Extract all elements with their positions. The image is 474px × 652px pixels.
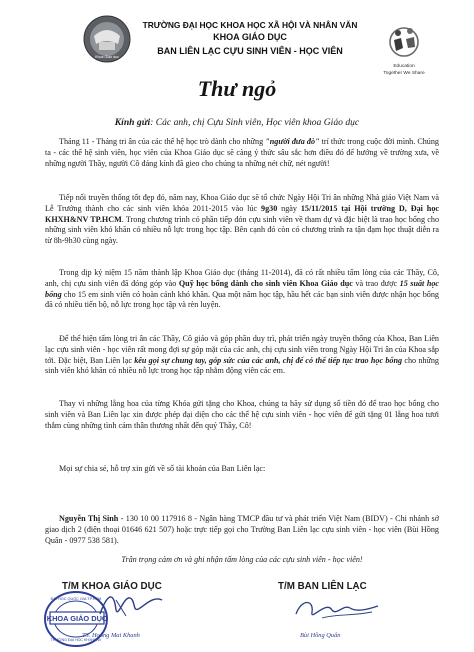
university-logo-icon [82, 14, 132, 64]
stamp-ring-bottom: TRƯỜNG ĐẠI HỌC KHXH&NV [50, 638, 102, 642]
education-logo-icon [372, 18, 436, 80]
paragraph-1 [45, 137, 439, 169]
p3-text-e: cho 15 em sinh viên có hoàn cảnh khó khăn. Qua một năm học tập, hầu hết các bạn sinh viên được nhận học bổng đã có nhiều tiến bộ, nỗ lực trong học tập và rèn luyện. [45, 289, 439, 310]
account-details: - 130 10 00 117916 8 - Ngân hàng TMCP đầu tư và phát triển Việt Nam (BIDV) - Chi nhánh sở giao dịch 2 (điện thoại 01646 621 507) hoặc trực tiếp gọi cho Trường Ban Liên lạc cựu sinh viên - học viên (Bùi Hồng Quân - 0977 538 581). [45, 514, 440, 545]
p4-text-c: cho những sinh viên khó khăn có nhiều nỗ lực trong học tập nhằm động viên các em. [45, 355, 439, 376]
paragraph-2 [45, 193, 439, 247]
p4-appeal: kêu gọi sự chung tay, góp sức của các anh, chị để có thể tiếp tục trao học bổng [134, 355, 403, 365]
p6-text: Mọi sự chia sẻ, hỗ trợ xin gửi về số tài khoản của Ban Liên lạc: [59, 464, 266, 473]
stamp-ring-top: ĐẠI HỌC QUỐC GIA TP.HCM [50, 597, 102, 601]
p2-text-a: Tiếp nối truyền thống tốt đẹp đó, năm nay, Khoa Giáo dục sẽ tổ chức Ngày Hội Tri ân những Nhà giáo Việt Nam và Lễ Trưởng thành cho các sinh viên khóa 2011-2015 vào lúc [45, 193, 439, 213]
right-logo-text-slogan: Together We Share [383, 71, 425, 76]
handwritten-signature-icon [96, 588, 166, 622]
signer-name-alumni-board: Bùi Hồng Quân [300, 632, 341, 639]
p2-text-c: ngày [277, 203, 301, 213]
handwritten-signature-icon [292, 594, 382, 624]
p2-date-venue: 15/11/2015 tại Hội trường D, Đại học KHXH&NV TP.HCM [45, 203, 439, 224]
header-line-university: TRƯỜNG ĐẠI HỌC KHOA HỌC XÃ HỘI VÀ NHÂN VĂN [142, 20, 358, 30]
account-holder: Nguyễn Thị Sinh [59, 514, 119, 523]
signature-title-alumni-board: T/M BAN LIÊN LẠC [278, 581, 367, 592]
p3-text-c: và trao được [352, 278, 400, 288]
signature-title-faculty: T/M KHOA GIÁO DỤC [62, 581, 162, 592]
greeting [0, 117, 474, 128]
p2-time: 9g30 [261, 203, 278, 213]
header-line-alumni-board: BAN LIÊN LẠC CỰU SINH VIÊN - HỌC VIÊN [157, 46, 343, 56]
p1-quote: "người đưa đò" [265, 137, 320, 146]
paragraph-3 [45, 268, 439, 311]
stamp-center-text: KHOA GIÁO DỤC [46, 614, 108, 623]
p5-text: Thay vì những lẵng hoa của từng Khóa gửi tặng cho Khoa, chúng ta hãy sử dụng số tiền đó để trao học bổng cho sinh viên và Ban Liên lạc xin được phép đại diện cho các thế hệ cựu sinh viên - học viên để gửi tặng 01 lẵng hoa tươi thắm cùng những tình cảm thân thương nhất đến quý Thầy, Cô! [45, 399, 439, 430]
paragraph-account [45, 514, 439, 546]
left-logo-caption: Khoa Giáo dục [95, 55, 119, 59]
right-logo-text-education: Education [393, 64, 415, 69]
p3-fund-name: Quỹ học bổng dành cho sinh viên Khoa Giáo dục [178, 278, 353, 288]
p4-text-a: Để thể hiện tấm lòng tri ân các Thầy, Cô giáo và góp phần duy trì, phát triển ngày truyền thống của Khoa, Ban Liên lạc cựu sinh viên - học viên rất mong đợi sự góp mặt của các anh, chị cựu sinh viên trong Ngày Hội Tri ân của Khoa sắp tới. Đặc biệt, Ban Liên lạc [45, 334, 439, 365]
p3-scholarships: 15 suất học bổng [45, 278, 440, 299]
header-line-faculty: KHOA GIÁO DỤC [213, 32, 287, 42]
p1-text-c: trí thức trong cuộc đời mình. Chúng ta - các thế hệ sinh viên, học viên của Khoa Giáo dục sẽ càng ý thức sâu sắc hơn điều đó để hướng về trường xưa, về những người Thầy, người Cô đáng kính đã gieo cho chúng ta những nét chữ, nét người! [45, 137, 439, 168]
greeting-label: Kính gửi [114, 117, 151, 128]
greeting-text: : Các anh, chị Cựu Sinh viên, Học viên khoa Giáo dục [150, 117, 360, 128]
p3-text-a: Trong dịp kỷ niệm 15 năm thành lập Khoa Giáo dục (tháng 11-2014), đã có rất nhiều tấm lòng của các Thầy, Cô, anh, chị cựu sinh viên đã đóng góp vào [45, 268, 439, 288]
p1-text-a: Tháng 11 - Tháng tri ân của các thế hệ học trò dành cho những [59, 137, 266, 146]
p2-text-e: . Trong chương trình có phần tiếp đón cựu sinh viên về tham dự và đặc biệt là trao học bổng cho những sinh viên khó khăn có nhiều nỗ lực trong học tập. Bên cạnh đó còn có chương trình ra tận đạm học thuật diễn ra từ 8h-9h30 cùng ngày. [45, 214, 440, 246]
letter-title: Thư ngỏ [197, 76, 277, 101]
paragraph-4 [45, 334, 439, 377]
paragraph-5 [45, 399, 439, 431]
paragraph-6 [45, 464, 439, 475]
signer-name-faculty: TS. Hoàng Mai Khanh [82, 632, 140, 639]
closing-line: Trân trọng cảm ơn và ghi nhận tấm lòng của các cựu sinh viên - học viên! [121, 555, 363, 564]
